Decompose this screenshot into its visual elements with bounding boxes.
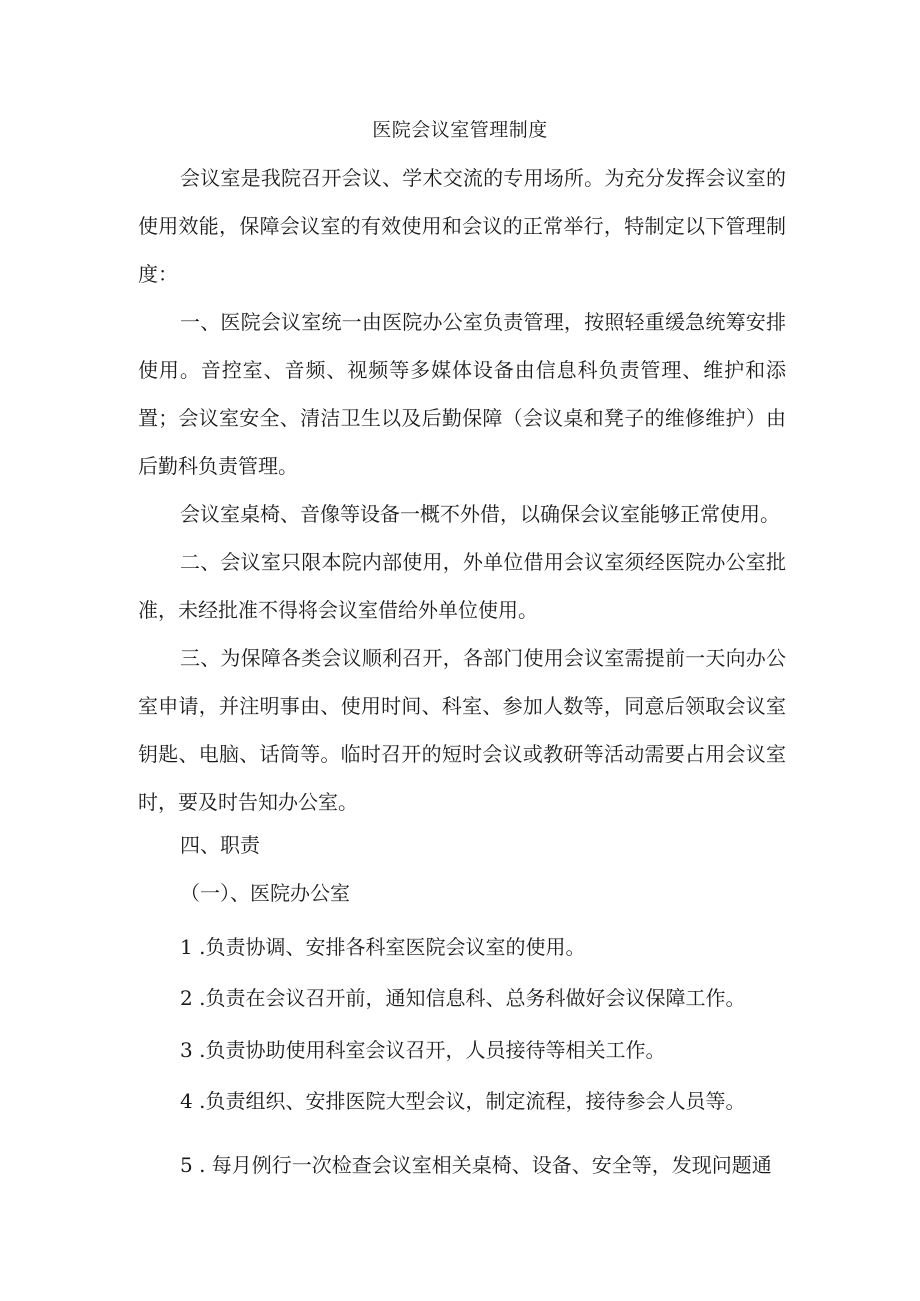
subsection-one-heading: （一）、医院办公室 [180,881,350,905]
rule-three-paragraph: 三、为保障各类会议顺利召开，各部门使用会议室需提前一天向办公室申请，并注明事由、使用时间、科室、参加人数等，同意后领取会议室钥匙、电脑、话筒等。临时召开的短时会议或教研等活动需要占用会议室时，要及时告知办公室。 [138,646,786,814]
intro-paragraph: 会议室是我院召开会议、学术交流的专用场所。为充分发挥会议室的使用效能，保障会议室的有效使用和会议的正常举行，特制定以下管理制度： [138,166,786,286]
document-title: 医院会议室管理制度 [372,119,548,141]
section-four-heading: 四、职责 [180,833,260,857]
list-item: 4 .负责组织、安排医院大型会议，制定流程，接待参会人员等。 [180,1089,746,1113]
rule-two-paragraph: 二、会议室只限本院内部使用，外单位借用会议室须经医院办公室批准，未经批准不得将会议室借给外单位使用。 [138,550,786,622]
equipment-paragraph: 会议室桌椅、音像等设备一概不外借，以确保会议室能够正常使用。 [180,502,780,526]
list-item: 5 . 每月例行一次检查会议室相关桌椅、设备、安全等，发现问题通 [180,1153,772,1177]
list-item: 1 .负责协调、安排各科室医院会议室的使用。 [180,935,586,959]
rule-one-paragraph: 一、医院会议室统一由医院办公室负责管理，按照轻重缓急统筹安排使用。音控室、音频、视频等多媒体设备由信息科负责管理、维护和添置；会议室安全、清洁卫生以及后勤保障（会议桌和凳子的维修维护）由后勤科负责管理。 [138,310,786,478]
list-item: 3 .负责协助使用科室会议召开，人员接待等相关工作。 [180,1038,666,1062]
list-item: 2 .负责在会议召开前，通知信息科、总务科做好会议保障工作。 [180,986,746,1010]
